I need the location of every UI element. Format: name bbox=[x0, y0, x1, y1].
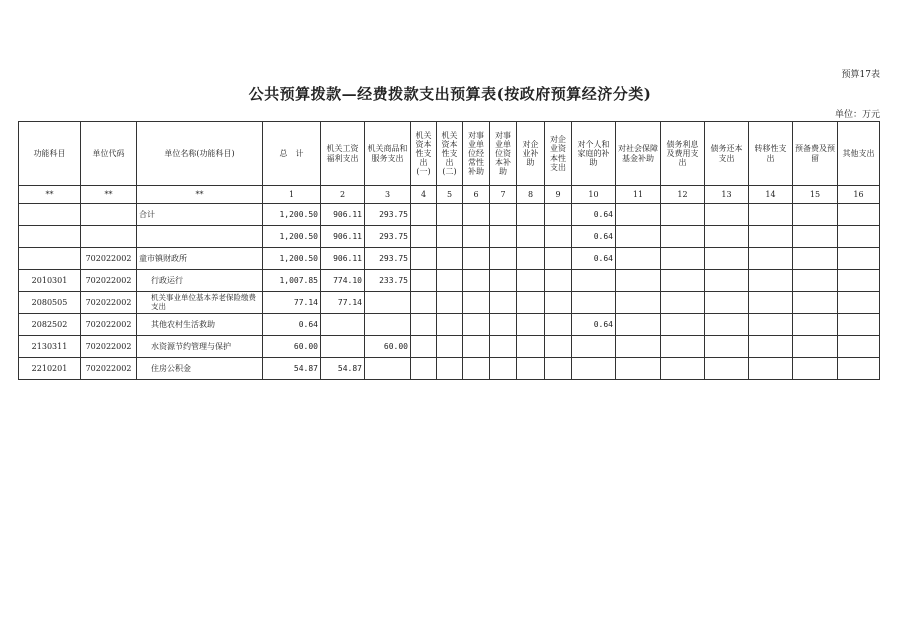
cell-c10 bbox=[572, 292, 616, 314]
cell-c2: 906.11 bbox=[321, 204, 365, 226]
table-row bbox=[19, 358, 880, 380]
table-row bbox=[19, 204, 880, 226]
cell-c2: 54.87 bbox=[321, 358, 365, 380]
cell-name: 童市镇财政所 bbox=[137, 248, 263, 270]
column-number: ** bbox=[137, 186, 263, 204]
cell-total: 54.87 bbox=[263, 358, 321, 380]
cell-empty bbox=[411, 336, 437, 358]
cell-empty bbox=[749, 204, 793, 226]
cell-empty bbox=[661, 204, 705, 226]
cell-empty bbox=[545, 204, 572, 226]
column-number: 12 bbox=[661, 186, 705, 204]
cell-c3: 60.00 bbox=[365, 336, 411, 358]
cell-empty bbox=[437, 292, 463, 314]
cell-empty bbox=[517, 314, 545, 336]
table-body bbox=[19, 122, 880, 380]
cell-code: 702022002 bbox=[81, 358, 137, 380]
cell-empty bbox=[616, 336, 661, 358]
cell-c10 bbox=[572, 270, 616, 292]
column-header: 对社会保障基金补助 bbox=[616, 122, 661, 186]
cell-empty bbox=[793, 336, 838, 358]
column-number: 8 bbox=[517, 186, 545, 204]
cell-empty bbox=[411, 358, 437, 380]
cell-empty bbox=[411, 226, 437, 248]
cell-empty bbox=[705, 204, 749, 226]
cell-empty bbox=[661, 314, 705, 336]
cell-empty bbox=[517, 358, 545, 380]
cell-c2: 906.11 bbox=[321, 248, 365, 270]
cell-empty bbox=[705, 336, 749, 358]
cell-empty bbox=[793, 226, 838, 248]
column-number: 9 bbox=[545, 186, 572, 204]
cell-total: 1,200.50 bbox=[263, 248, 321, 270]
cell-empty bbox=[490, 270, 517, 292]
column-number: 15 bbox=[793, 186, 838, 204]
cell-c3: 293.75 bbox=[365, 226, 411, 248]
column-header: 对企业补助 bbox=[517, 122, 545, 186]
column-header: 对事业单位资本补助 bbox=[490, 122, 517, 186]
cell-empty bbox=[749, 226, 793, 248]
column-header: 功能科目 bbox=[19, 122, 81, 186]
cell-empty bbox=[463, 336, 490, 358]
cell-empty bbox=[490, 358, 517, 380]
cell-empty bbox=[793, 204, 838, 226]
header-row bbox=[19, 122, 880, 186]
cell-empty bbox=[838, 292, 880, 314]
cell-code bbox=[81, 204, 137, 226]
cell-empty bbox=[793, 248, 838, 270]
cell-empty bbox=[517, 336, 545, 358]
cell-empty bbox=[517, 292, 545, 314]
cell-empty bbox=[463, 270, 490, 292]
cell-empty bbox=[517, 248, 545, 270]
cell-empty bbox=[616, 292, 661, 314]
cell-c3: 293.75 bbox=[365, 248, 411, 270]
cell-func: 2210201 bbox=[19, 358, 81, 380]
cell-empty bbox=[463, 226, 490, 248]
column-header: 预备费及预留 bbox=[793, 122, 838, 186]
cell-c3 bbox=[365, 358, 411, 380]
cell-empty bbox=[411, 270, 437, 292]
cell-empty bbox=[463, 204, 490, 226]
cell-code: 702022002 bbox=[81, 248, 137, 270]
cell-empty bbox=[661, 270, 705, 292]
table-row bbox=[19, 226, 880, 248]
cell-empty bbox=[705, 358, 749, 380]
column-header: 对事业单位经常性补助 bbox=[463, 122, 490, 186]
column-number: 13 bbox=[705, 186, 749, 204]
cell-total: 1,200.50 bbox=[263, 226, 321, 248]
cell-code bbox=[81, 226, 137, 248]
cell-empty bbox=[838, 336, 880, 358]
column-number: 4 bbox=[411, 186, 437, 204]
cell-empty bbox=[437, 314, 463, 336]
cell-empty bbox=[749, 314, 793, 336]
column-number: 2 bbox=[321, 186, 365, 204]
cell-empty bbox=[490, 292, 517, 314]
cell-c10: 0.64 bbox=[572, 226, 616, 248]
column-number: 14 bbox=[749, 186, 793, 204]
cell-empty bbox=[463, 358, 490, 380]
cell-empty bbox=[705, 314, 749, 336]
cell-empty bbox=[545, 336, 572, 358]
cell-total: 60.00 bbox=[263, 336, 321, 358]
cell-func bbox=[19, 226, 81, 248]
cell-c3 bbox=[365, 292, 411, 314]
cell-empty bbox=[545, 248, 572, 270]
cell-func: 2010301 bbox=[19, 270, 81, 292]
cell-empty bbox=[838, 204, 880, 226]
cell-empty bbox=[749, 248, 793, 270]
cell-total: 0.64 bbox=[263, 314, 321, 336]
cell-name: 水资源节约管理与保护 bbox=[137, 336, 263, 358]
cell-empty bbox=[661, 336, 705, 358]
cell-empty bbox=[463, 314, 490, 336]
cell-empty bbox=[705, 292, 749, 314]
cell-empty bbox=[705, 270, 749, 292]
cell-c2 bbox=[321, 314, 365, 336]
cell-empty bbox=[616, 248, 661, 270]
column-header: 转移性支出 bbox=[749, 122, 793, 186]
table-number: 预算17表 bbox=[841, 70, 880, 80]
cell-empty bbox=[616, 270, 661, 292]
cell-empty bbox=[411, 292, 437, 314]
cell-empty bbox=[437, 226, 463, 248]
page-title: 公共预算拨款—经费拨款支出预算表(按政府预算经济分类) bbox=[248, 85, 652, 103]
cell-empty bbox=[517, 270, 545, 292]
cell-empty bbox=[490, 314, 517, 336]
cell-func bbox=[19, 204, 81, 226]
cell-code: 702022002 bbox=[81, 292, 137, 314]
unit-label: 单位：万元 bbox=[834, 110, 880, 120]
cell-c10: 0.64 bbox=[572, 314, 616, 336]
cell-empty bbox=[749, 336, 793, 358]
cell-empty bbox=[463, 292, 490, 314]
cell-empty bbox=[517, 204, 545, 226]
cell-c2 bbox=[321, 336, 365, 358]
cell-total: 77.14 bbox=[263, 292, 321, 314]
cell-empty bbox=[616, 358, 661, 380]
cell-empty bbox=[545, 314, 572, 336]
column-number: 1 bbox=[263, 186, 321, 204]
cell-func: 2080505 bbox=[19, 292, 81, 314]
cell-c2: 774.10 bbox=[321, 270, 365, 292]
column-header: 债务利息及费用支出 bbox=[661, 122, 705, 186]
cell-empty bbox=[749, 270, 793, 292]
cell-name: 其他农村生活救助 bbox=[137, 314, 263, 336]
column-header: 单位代码 bbox=[81, 122, 137, 186]
table-row bbox=[19, 292, 880, 314]
table-row bbox=[19, 248, 880, 270]
cell-c10 bbox=[572, 336, 616, 358]
cell-code: 702022002 bbox=[81, 336, 137, 358]
column-header: 债务还本支出 bbox=[705, 122, 749, 186]
cell-empty bbox=[411, 204, 437, 226]
cell-c3 bbox=[365, 314, 411, 336]
cell-empty bbox=[661, 226, 705, 248]
cell-empty bbox=[616, 204, 661, 226]
cell-empty bbox=[793, 358, 838, 380]
column-header: 机关商品和服务支出 bbox=[365, 122, 411, 186]
cell-empty bbox=[661, 248, 705, 270]
cell-empty bbox=[437, 204, 463, 226]
cell-empty bbox=[838, 226, 880, 248]
cell-empty bbox=[490, 248, 517, 270]
column-header: 单位名称(功能科目) bbox=[137, 122, 263, 186]
column-number: ** bbox=[19, 186, 81, 204]
cell-total: 1,007.85 bbox=[263, 270, 321, 292]
cell-empty bbox=[463, 248, 490, 270]
cell-code: 702022002 bbox=[81, 314, 137, 336]
cell-empty bbox=[437, 270, 463, 292]
cell-c3: 293.75 bbox=[365, 204, 411, 226]
column-number: 10 bbox=[572, 186, 616, 204]
cell-empty bbox=[838, 248, 880, 270]
cell-empty bbox=[545, 358, 572, 380]
budget-table bbox=[18, 121, 880, 380]
cell-total: 1,200.50 bbox=[263, 204, 321, 226]
column-number: ** bbox=[81, 186, 137, 204]
cell-c2: 906.11 bbox=[321, 226, 365, 248]
column-number: 6 bbox=[463, 186, 490, 204]
cell-empty bbox=[437, 248, 463, 270]
table-row bbox=[19, 270, 880, 292]
column-header: 对企业资本性支出 bbox=[545, 122, 572, 186]
table-row bbox=[19, 336, 880, 358]
cell-c2: 77.14 bbox=[321, 292, 365, 314]
cell-empty bbox=[411, 248, 437, 270]
cell-empty bbox=[838, 358, 880, 380]
cell-c10 bbox=[572, 358, 616, 380]
column-number: 3 bbox=[365, 186, 411, 204]
cell-c10: 0.64 bbox=[572, 248, 616, 270]
cell-name: 行政运行 bbox=[137, 270, 263, 292]
column-header: 对个人和家庭的补助 bbox=[572, 122, 616, 186]
cell-empty bbox=[437, 336, 463, 358]
column-number-row bbox=[19, 186, 880, 204]
cell-empty bbox=[437, 358, 463, 380]
cell-name: 合计 bbox=[137, 204, 263, 226]
cell-empty bbox=[705, 248, 749, 270]
cell-code: 702022002 bbox=[81, 270, 137, 292]
cell-empty bbox=[705, 226, 749, 248]
cell-name: 机关事业单位基本养老保险缴费支出 bbox=[137, 292, 263, 314]
cell-empty bbox=[545, 270, 572, 292]
cell-empty bbox=[490, 226, 517, 248]
cell-empty bbox=[793, 270, 838, 292]
column-number: 5 bbox=[437, 186, 463, 204]
cell-empty bbox=[490, 204, 517, 226]
column-header: 总 计 bbox=[263, 122, 321, 186]
cell-empty bbox=[793, 314, 838, 336]
column-header: 机关资本性支出(一) bbox=[411, 122, 437, 186]
cell-empty bbox=[616, 226, 661, 248]
column-header: 机关资本性支出(二) bbox=[437, 122, 463, 186]
cell-name bbox=[137, 226, 263, 248]
column-header: 机关工资福利支出 bbox=[321, 122, 365, 186]
cell-empty bbox=[749, 292, 793, 314]
cell-c3: 233.75 bbox=[365, 270, 411, 292]
cell-empty bbox=[749, 358, 793, 380]
cell-empty bbox=[490, 336, 517, 358]
cell-empty bbox=[411, 314, 437, 336]
column-number: 11 bbox=[616, 186, 661, 204]
cell-c10: 0.64 bbox=[572, 204, 616, 226]
cell-empty bbox=[545, 292, 572, 314]
column-number: 16 bbox=[838, 186, 880, 204]
cell-empty bbox=[616, 314, 661, 336]
column-header: 其他支出 bbox=[838, 122, 880, 186]
cell-empty bbox=[661, 292, 705, 314]
cell-empty bbox=[517, 226, 545, 248]
cell-name: 住房公积金 bbox=[137, 358, 263, 380]
cell-empty bbox=[838, 270, 880, 292]
column-number: 7 bbox=[490, 186, 517, 204]
cell-func: 2130311 bbox=[19, 336, 81, 358]
cell-empty bbox=[838, 314, 880, 336]
cell-func: 2082502 bbox=[19, 314, 81, 336]
table-row bbox=[19, 314, 880, 336]
cell-empty bbox=[545, 226, 572, 248]
cell-empty bbox=[661, 358, 705, 380]
cell-func bbox=[19, 248, 81, 270]
cell-empty bbox=[793, 292, 838, 314]
